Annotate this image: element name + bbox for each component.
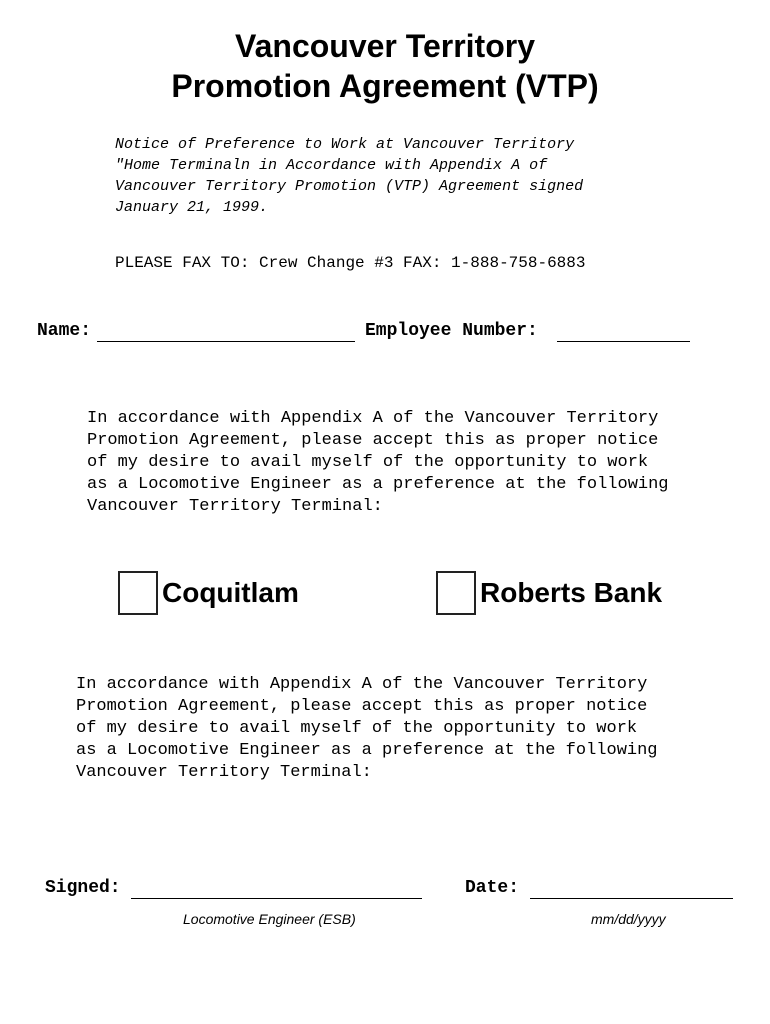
fax-instruction: PLEASE FAX TO: Crew Change #3 FAX: 1-888-758-6883 (115, 254, 586, 272)
roberts-bank-label: Roberts Bank (480, 577, 663, 608)
signed-label: Signed: (45, 878, 121, 898)
signed-caption: Locomotive Engineer (ESB) (183, 911, 356, 927)
employee-number-field[interactable] (557, 320, 690, 342)
coquitlam-checkbox[interactable] (118, 571, 158, 615)
name-field[interactable] (97, 320, 355, 342)
date-caption: mm/dd/yyyy (591, 911, 666, 927)
notice-text: Notice of Preference to Work at Vancouver Territory "Home Terminaln in Accordance with Appendix A of Vancouver Territory Promotion (VTP) Agreement signed January 21, 1999. (115, 136, 584, 216)
employee-number-label: Employee Number: (365, 321, 538, 341)
roberts-bank-checkbox[interactable] (436, 571, 476, 615)
preference-paragraph-1: In accordance with Appendix A of the Vancouver Territory Promotion Agreement, please accept this as proper notice of my desire to avail myself of the opportunity to work as a Locomotive Engineer as a preference at the following Vancouver Territory Terminal: (87, 409, 669, 516)
option-roberts-bank[interactable] (436, 570, 662, 616)
date-field[interactable] (530, 877, 733, 899)
title-line-1: Vancouver Territory (235, 28, 535, 64)
preference-paragraph-2: In accordance with Appendix A of the Vancouver Territory Promotion Agreement, please accept this as proper notice of my desire to avail myself of the opportunity to work as a Locomotive Engineer as a preference at the following Vancouver Territory Terminal: (76, 675, 658, 782)
date-label: Date: (465, 878, 520, 898)
signature-row (45, 877, 745, 903)
option-coquitlam[interactable] (118, 570, 299, 616)
name-employee-row (37, 320, 697, 346)
coquitlam-label: Coquitlam (162, 577, 299, 608)
name-label: Name: (37, 321, 92, 341)
signature-field[interactable] (131, 877, 422, 899)
document-title (0, 26, 770, 106)
title-line-2: Promotion Agreement (VTP) (171, 68, 599, 104)
